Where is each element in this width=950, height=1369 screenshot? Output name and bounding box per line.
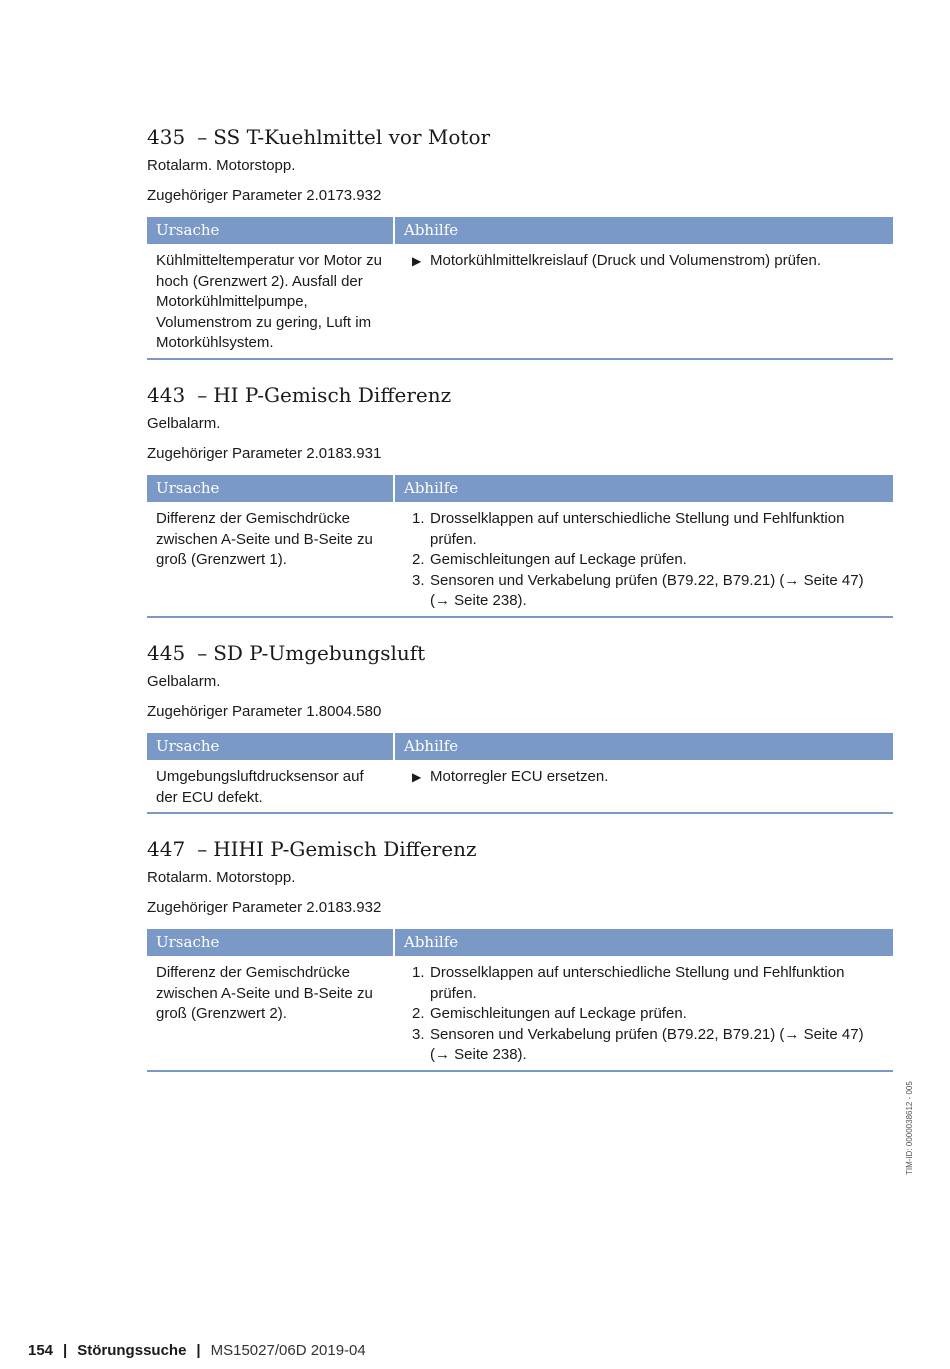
alarm-level: Rotalarm. Motorstopp.: [147, 157, 296, 174]
page-footer: [28, 1341, 366, 1361]
action-text: Motorkühlmittelkreislauf (Druck und Volumenstrom) prüfen.: [430, 252, 821, 269]
step-text: Drosselklappen auf unterschiedliche Stellung und Fehlfunktion prüfen.: [430, 510, 845, 548]
fault-section-443: [147, 382, 893, 618]
related-parameter: Zugehöriger Parameter 2.0173.932: [147, 187, 382, 204]
fault-section-447: [147, 836, 893, 1072]
step-text: Gemischleitungen auf Leckage prüfen.: [430, 1005, 687, 1022]
related-parameter: Zugehöriger Parameter 2.0183.931: [147, 445, 382, 462]
remedy-step: [412, 509, 884, 550]
step-number: 1.: [412, 510, 425, 527]
remedy-cell: [394, 760, 893, 813]
remedy-cell: [394, 956, 893, 1071]
heading-dash: –: [197, 641, 208, 665]
section-heading: [147, 640, 893, 666]
fault-section-435: [147, 124, 893, 360]
document-id: MS15027/06D 2019-04: [210, 1342, 366, 1359]
tim-id-label: TIM-ID: 0000038612 - 005: [905, 1081, 914, 1175]
step-text: Drosselklappen auf unterschiedliche Stellung und Fehlfunktion prüfen.: [430, 964, 845, 1002]
table-row: [147, 502, 893, 617]
action-item: [412, 251, 884, 272]
step-text: Gemischleitungen auf Leckage prüfen.: [430, 551, 687, 568]
fault-code: 435: [147, 125, 186, 149]
fault-title: HI P-Gemisch Differenz: [213, 383, 452, 407]
table-row: [147, 956, 893, 1071]
section-heading: [147, 382, 893, 408]
cause-remedy-table: [147, 475, 893, 618]
column-header-remedy: Abhilfe: [394, 475, 893, 502]
column-header-remedy: Abhilfe: [394, 733, 893, 760]
step-number: 2.: [412, 551, 425, 568]
cause-cell: Umgebungsluftdrucksensor auf der ECU defekt.: [147, 760, 394, 813]
table-header-row: [147, 929, 893, 956]
step-text: Sensoren und Verkabelung prüfen (B79.22, B79.21) (→ Seite 47) (→ Seite 238).: [430, 571, 864, 609]
alarm-level: Gelbalarm.: [147, 415, 221, 432]
page-number: 154: [28, 1342, 54, 1359]
chapter-title: Störungssuche: [77, 1342, 187, 1359]
footer-separator: |: [63, 1342, 68, 1359]
remedy-step: [412, 1025, 884, 1066]
footer-separator: |: [196, 1342, 201, 1359]
related-parameter: Zugehöriger Parameter 2.0183.932: [147, 899, 382, 916]
cause-remedy-table: [147, 929, 893, 1072]
table-header-row: [147, 217, 893, 244]
table-row: [147, 244, 893, 359]
fault-code: 443: [147, 383, 186, 407]
fault-title: HIHI P-Gemisch Differenz: [213, 837, 477, 861]
step-number: 3.: [412, 571, 425, 589]
column-header-cause: Ursache: [147, 929, 394, 956]
action-arrow-icon: ▶: [412, 254, 422, 268]
fault-section-445: [147, 640, 893, 814]
action-arrow-icon: ▶: [412, 770, 422, 784]
section-heading: [147, 124, 893, 150]
alarm-level: Rotalarm. Motorstopp.: [147, 869, 296, 886]
table-row: [147, 760, 893, 813]
remedy-cell: [394, 244, 893, 359]
remedy-steps: [412, 509, 884, 612]
heading-dash: –: [197, 125, 208, 149]
fault-title: SS T-Kuehlmittel vor Motor: [213, 125, 491, 149]
heading-dash: –: [197, 837, 208, 861]
step-number: 3.: [412, 1025, 425, 1043]
column-header-cause: Ursache: [147, 475, 394, 502]
cause-cell: Differenz der Gemischdrücke zwischen A-Seite und B-Seite zu groß (Grenzwert 2).: [147, 956, 394, 1071]
table-header-row: [147, 733, 893, 760]
heading-dash: –: [197, 383, 208, 407]
remedy-step: [412, 550, 884, 571]
step-number: 1.: [412, 964, 425, 981]
step-text: Sensoren und Verkabelung prüfen (B79.22, B79.21) (→ Seite 47) (→ Seite 238).: [430, 1025, 864, 1063]
cause-remedy-table: [147, 217, 893, 360]
column-header-cause: Ursache: [147, 733, 394, 760]
action-text: Motorregler ECU ersetzen.: [430, 768, 609, 785]
section-heading: [147, 836, 893, 862]
cause-cell: Differenz der Gemischdrücke zwischen A-Seite und B-Seite zu groß (Grenzwert 1).: [147, 502, 394, 617]
alarm-level: Gelbalarm.: [147, 673, 221, 690]
column-header-remedy: Abhilfe: [394, 217, 893, 244]
remedy-step: [412, 1004, 884, 1025]
fault-code: 445: [147, 641, 186, 665]
action-item: [412, 767, 884, 788]
remedy-step: [412, 571, 884, 612]
fault-code: 447: [147, 837, 186, 861]
related-parameter: Zugehöriger Parameter 1.8004.580: [147, 703, 382, 720]
step-number: 2.: [412, 1005, 425, 1022]
remedy-steps: [412, 963, 884, 1066]
fault-title: SD P-Umgebungsluft: [213, 641, 426, 665]
cause-cell: Kühlmitteltemperatur vor Motor zu hoch (Grenzwert 2). Ausfall der Motorkühlmittelpumpe, Volumenstrom zu gering, Luft im Motorkühlsystem.: [147, 244, 394, 359]
column-header-remedy: Abhilfe: [394, 929, 893, 956]
cause-remedy-table: [147, 733, 893, 814]
remedy-cell: [394, 502, 893, 617]
table-header-row: [147, 475, 893, 502]
column-header-cause: Ursache: [147, 217, 394, 244]
remedy-step: [412, 963, 884, 1004]
